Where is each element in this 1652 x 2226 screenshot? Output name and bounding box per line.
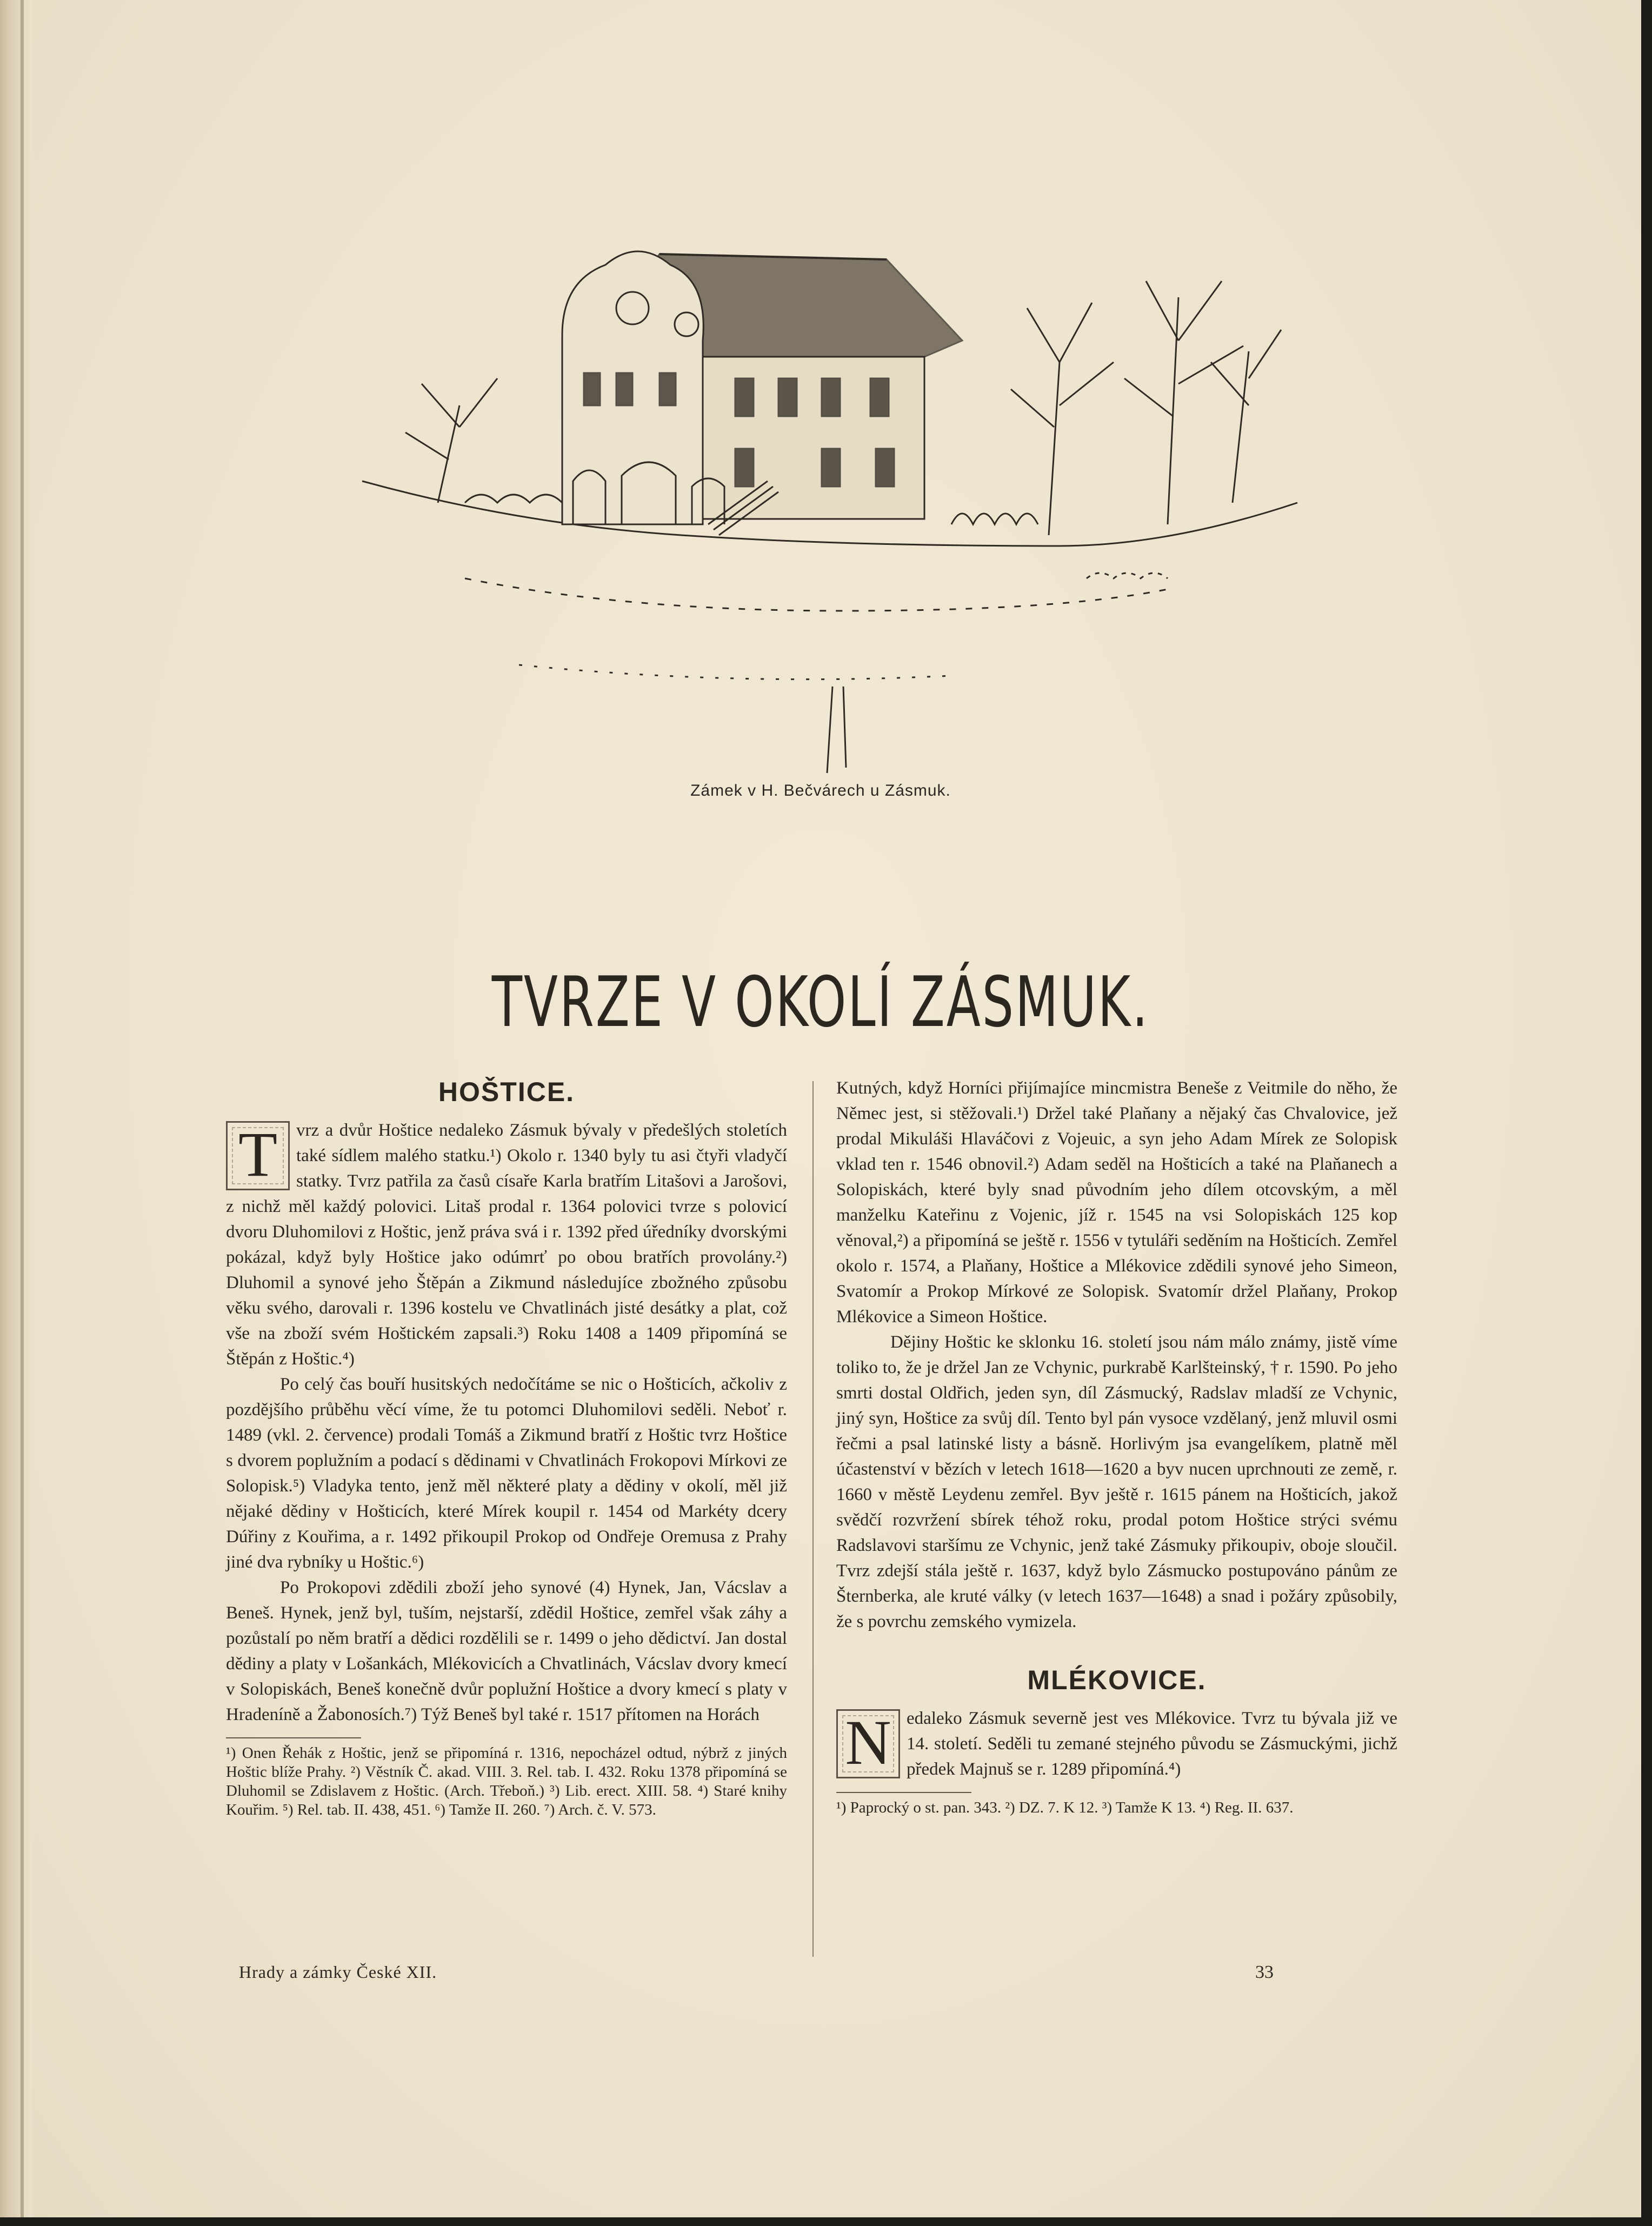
right-column	[836, 1076, 1397, 1817]
left-column	[226, 1076, 787, 1820]
footnotes: ¹) Paprocký o st. pan. 343. ²) DZ. 7. K 12. ³) Tamže K 13. ⁴) Reg. II. 637.	[836, 1799, 1294, 1816]
page-spine-shadow	[0, 0, 32, 2217]
section-heading-mlekovice: MLÉKOVICE.	[1027, 1665, 1207, 1695]
paragraph: edaleko Zásmuk severně jest ves Mlékovice. Tvrz tu bývala již ve 14. století. Seděli tu zemané stejného původu se Zásmuckými, jichž předek Majnuš se r. 1289 připomíná.⁴)	[907, 1709, 1397, 1779]
dropcap-initial: N	[836, 1709, 900, 1778]
page-title: TVRZE V OKOLÍ ZÁSMUK.	[491, 962, 1150, 1043]
paragraph: Kutných, když Horníci přijímajíce mincmistra Beneše z Veitmile do něho, že Němec jest, si stěžovali.¹) Držel také Plaňany a nějaký čas Chvalovice, jež prodal Mikuláši Hlaváčovi z Vojeuic, a syn jeho Adam Mírek ze Solopisk vklad ten r. 1546 obnovil.²) Adam seděl na Hošticích a také na Plaňanech a Solopiskách, které byly snad původním jeho dílem otcovským, a měl manželku Kateřinu z Vojenic, jíž r. 1545 na vsi Solopiskách 125 kop věnoval,²) a připomíná se ještě r. 1556 v tytuláři seděním na Hošticích. Zemřel okolo r. 1574, a Plaňany, Hoštice a Mlékovice zdědili synové jeho Simeon, Svatomír a Prokop Mírkové ze Solopisk. Svatomír držel Plaňany, Prokop Mlékovice a Simeon Hoštice.	[836, 1078, 1397, 1327]
column-divider	[812, 1081, 814, 1957]
footnote-rule	[836, 1792, 971, 1793]
page-number: 33	[1255, 1962, 1274, 1982]
paragraph: Po Prokopovi zdědili zboží jeho synové (4) Hynek, Jan, Vácslav a Beneš. Hynek, jenž byl, tuším, nejstarší, zdědil Hoštice, zemřel však záhy a pozůstalí po něm bratří a dědici rozdělili se r. 1499 o jeho dědictví. Jan dostal dědiny a platy v Lošankách, Mlékovicích a Chvatlinách, Vácslav dvory kmecí v Solopiskách, Beneš konečně dvůr poplužní Hoštice a dvory kmecí s platy v Hradeníně a Žabonosích.⁷) Týž Beneš byl také r. 1517 přítomen na Horách	[226, 1578, 787, 1724]
dropcap-initial: T	[226, 1121, 290, 1190]
castle-engraving-icon	[357, 200, 1308, 778]
section-heading-hostice: HOŠTICE.	[438, 1077, 575, 1107]
illustration-caption: Zámek v H. Bečvárech u Zásmuk.	[690, 782, 951, 799]
footnote-rule	[226, 1737, 361, 1738]
spine-line	[21, 0, 24, 2217]
paragraph: Dějiny Hoštic ke sklonku 16. století jsou nám málo známy, jistě víme toliko to, že je držel Jan ze Vchynic, purkrabě Karlšteinský, † r. 1590. Po jeho smrti dostal Oldřich, jeden syn, díl Zásmucký, Radslav mladší ze Vchynic, jiný syn, Hoštice za svůj díl. Tento byl pán vysoce vzdělaný, jenž mluvil osmi řečmi a psal latinské listy a básně. Horlivým jsa evangelíkem, platně měl účastenství v bězích v letech 1618—1620 a byv nucen uprchnouti ze země, r. 1660 v městě Leydenu zemřel. Byv ještě r. 1615 pánem na Hošticích, jakož svědčí rozvržení sbírek téhož roku, prodal potom Hoštice strýci svému Radslavovi staršímu ze Vchynic, jenž také Zásmuky přikoupiv, oboje sloučil. Tvrz zdejší stála ještě r. 1637, když bylo Zásmucko postupováno pánům ze Šternberka, ale kruté války (v letech 1637—1648) a snad i požáry způsobily, že s povrchu zemského vymizela.	[836, 1332, 1397, 1631]
paragraph: Po celý čas bouří husitských nedočítáme se nic o Hošticích, ačkoliv z pozdějšího průběhu věcí víme, že tu potomci Dluhomilovi seděli. Neboť r. 1489 (vkl. 2. července) prodali Tomáš a Zikmund bratří z Hoštic tvrz Hoštice s dvorem poplužním a podací s dědinami v Chvatlinách Frokopovi Mírkovi ze Solopisk.⁵) Vladyka tento, jenž měl některé platy a dědiny v okolí, měl již nějaké dědiny v Hošticích, které Mírek koupil r. 1454 od Markéty dcery Dúřiny z Kouřima, a r. 1492 přikoupil Prokop od Ondřeje Oremusa z Prahy jiné dva rybníky u Hoštic.⁶)	[226, 1375, 787, 1572]
paragraph: vrz a dvůr Hoštice nedaleko Zásmuk bývaly v předešlých stoletích také sídlem malého statku.¹) Okolo r. 1340 byly tu asi čtyři vladyčí statky. Tvrz patřila za časů císaře Karla bratřím Litašovi a Jarošovi, z nichž měl každý polovici. Litaš prodal r. 1364 polovici tvrze s polovicí dvoru Dluhomilovi z Hoštic, jenž práva svá i r. 1392 před úředníky dvorskými pokázal, když byly Hoštice jako odúmrť po obou bratřích provolány.²) Dluhomil a synové jeho Štěpán a Zikmund následujíce zbožného způsobu věku svého, darovali r. 1396 kostelu ve Chvatlinách jisté desátky a plat, což vše na zboží svém Hoštickém zapsali.³) Roku 1408 a 1409 připomíná se Štěpán z Hoštic.⁴)	[226, 1121, 787, 1369]
book-series-footer: Hrady a zámky České XII.	[239, 1962, 437, 1982]
footnotes: ¹) Onen Řehák z Hoštic, jenž se připomíná r. 1316, nepocházel odtud, nýbrž z jiných Hoštic blíže Prahy. ²) Věstník Č. akad. VIII. 3. Rel. tab. I. 432. Roku 1378 připomíná se Dluhomil se Zdislavem z Hoštic. (Arch. Třeboň.) ³) Lib. erect. XIII. 58. ⁴) Staré knihy Kouřim. ⁵) Rel. tab. II. 438, 451. ⁶) Tamže II. 260. ⁷) Arch. č. V. 573.	[226, 1744, 787, 1818]
